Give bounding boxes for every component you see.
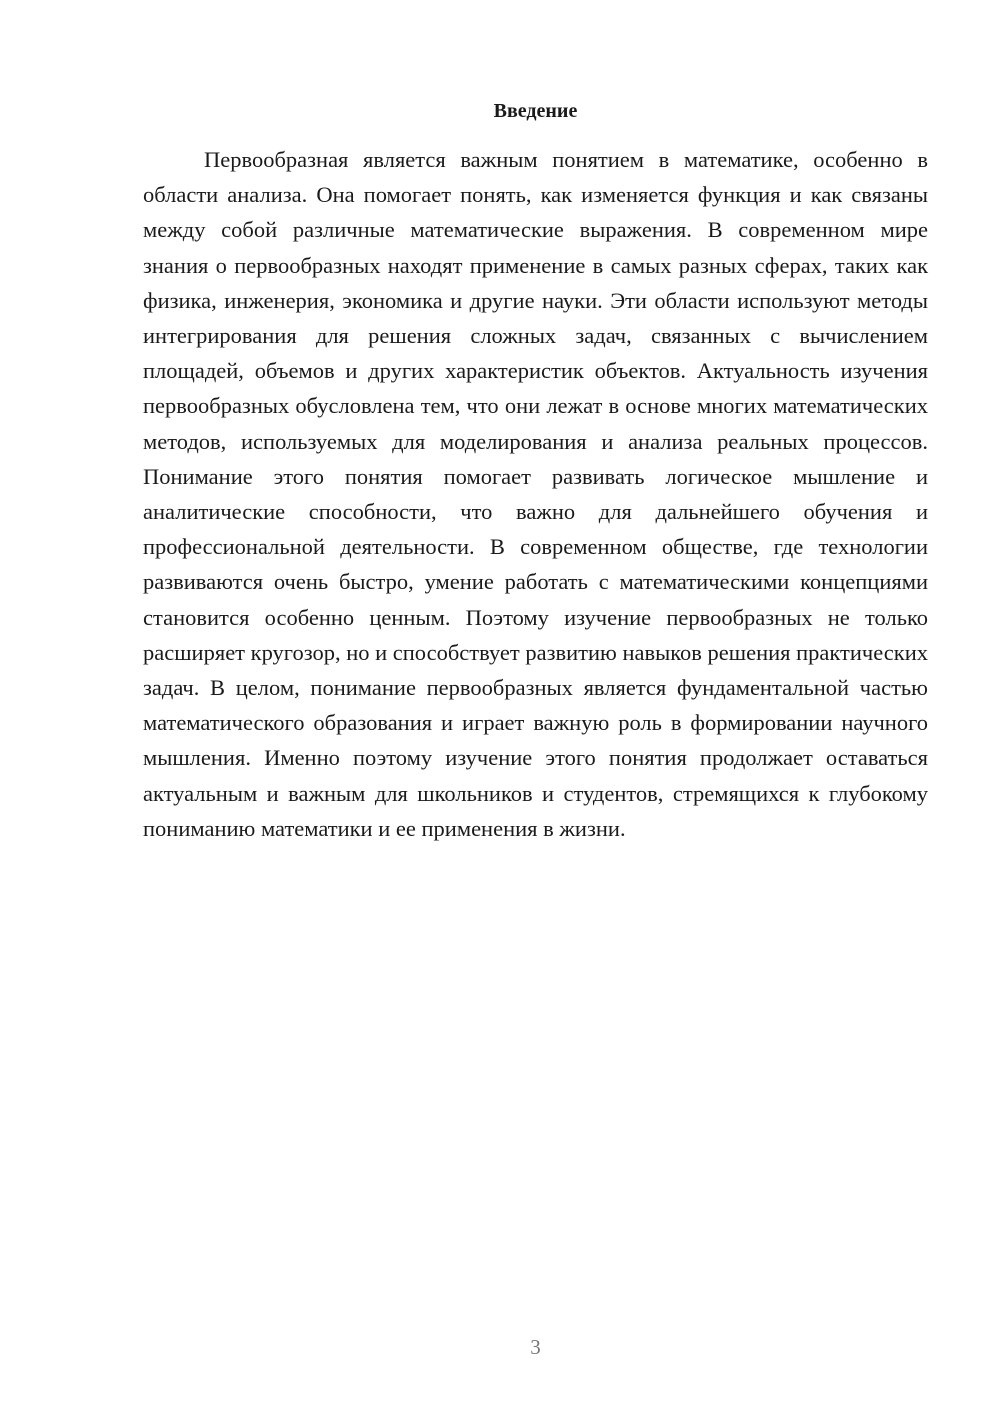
body-paragraph: Первообразная является важным понятием в математике, особенно в области анализа. Она помогает понять, как изменяется функция и как связаны между собой различные математические выражения. В современном мире знания о первообразных находят применение в самых разных сферах, таких как физика, инженерия, экономика и другие науки. Эти области используют методы интегрирования для решения сложных задач, связанных с вычислением площадей, объемов и других характеристик объектов. Актуальность изучения первообразных обусловлена тем, что они лежат в основе многих математических методов, используемых для моделирования и анализа реальных процессов. Понимание этого понятия помогает развивать логическое мышление и аналитические способности, что важно для дальнейшего обучения и профессиональной деятельности. В современном обществе, где технологии развиваются очень быстро, умение работать с математическими концепциями становится особенно ценным. Поэтому изучение первообразных не только расширяет кругозор, но и способствует развитию навыков решения практических задач. В целом, понимание первообразных является фундаментальной частью математического образования и играет важную роль в формировании научного мышления. Именно поэтому изучение этого понятия продолжает оставаться актуальным и важным для школьников и студентов, стремящихся к глубокому пониманию математики и ее применения в жизни.: [143, 147, 928, 841]
page-number: 3: [530, 1335, 541, 1359]
section-title: Введение: [493, 100, 578, 122]
